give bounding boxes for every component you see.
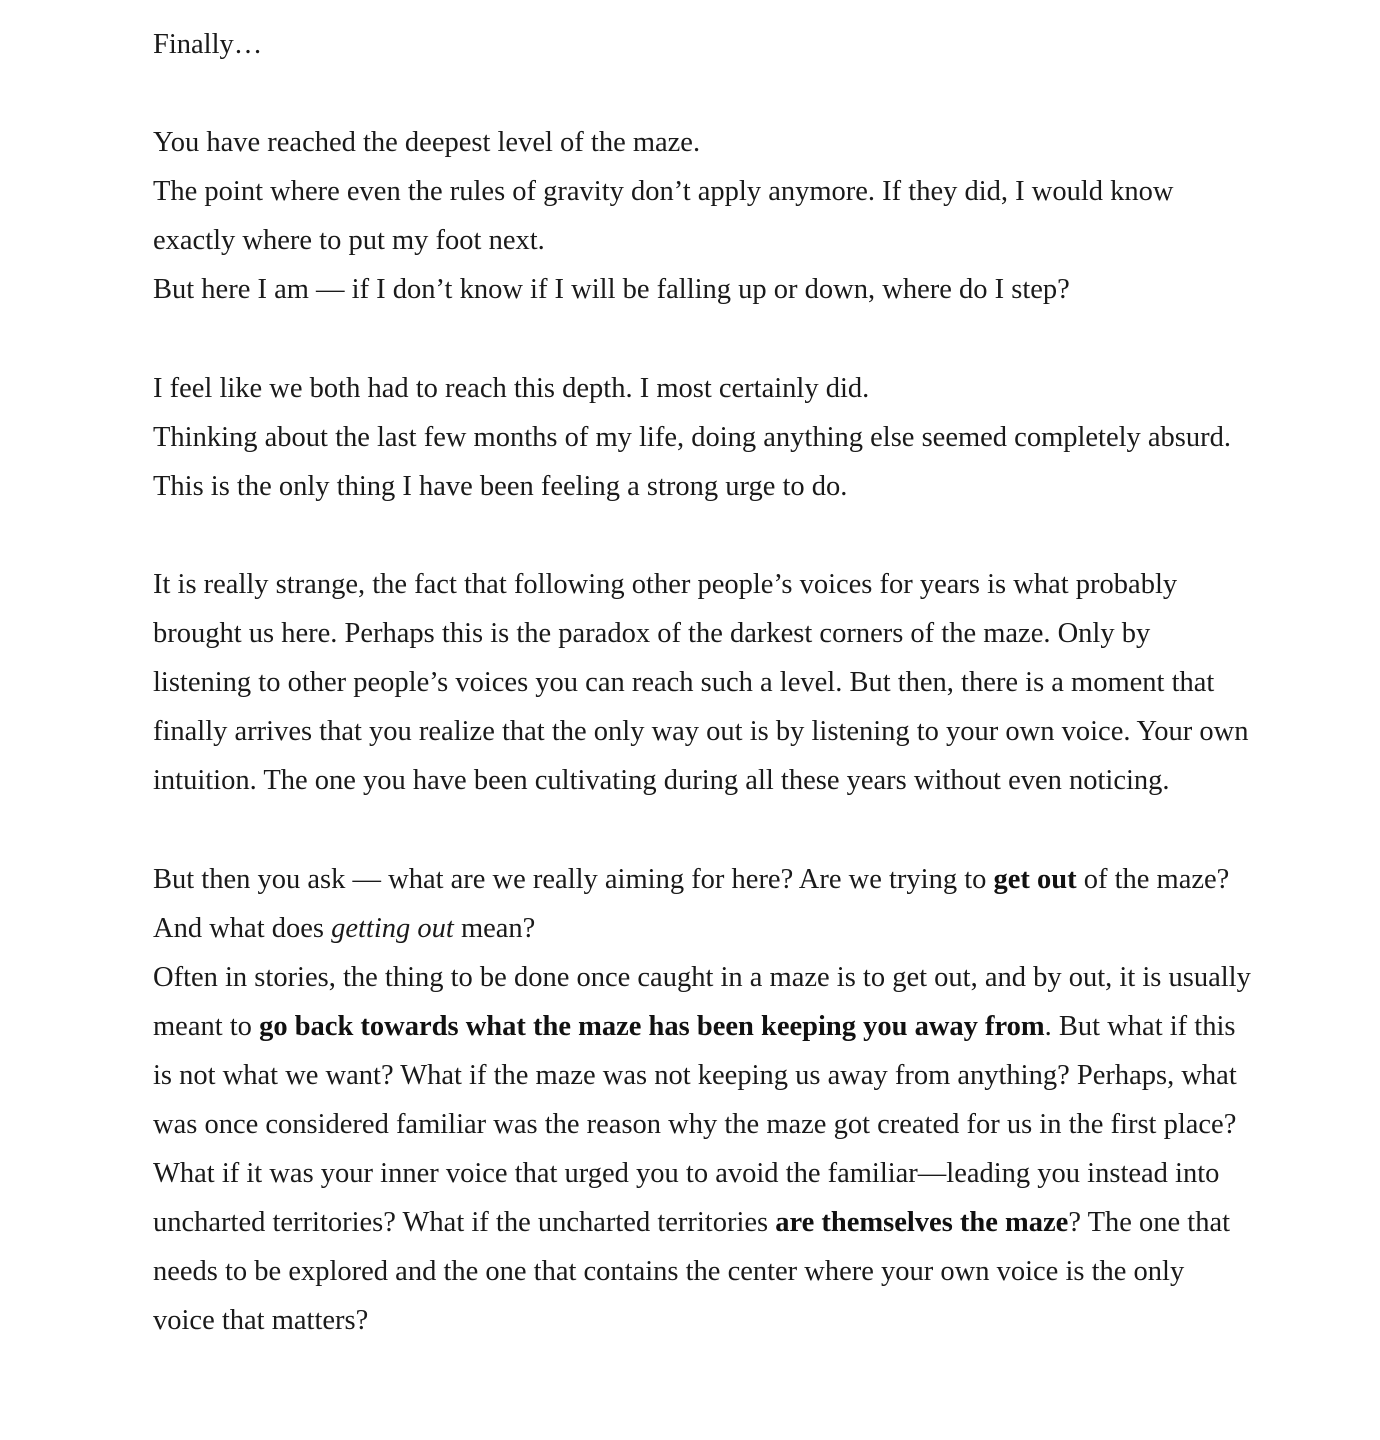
paragraph-gap — [153, 69, 1253, 118]
text-run: of the maze? And what does — [153, 863, 1230, 944]
paragraph-1-line-2: The point where even the rules of gravity don’t apply anymore. If they did, I would know exactly where to put my foot next. — [153, 176, 1174, 257]
text-run: Often in stories, the thing to be done once caught in a maze is to get out, and by out, it is usually meant to — [153, 961, 1251, 1042]
paragraph-2-line-1: I feel like we both had to reach this depth. I most certainly did. — [153, 372, 870, 404]
emphasis-themselves-the-maze: are themselves the maze — [775, 1207, 1069, 1239]
intro-line: Finally… — [153, 29, 263, 60]
text-run: ? The one that needs to be explored and the one that contains the center where your own voice is the only voice that matters? — [153, 1207, 1231, 1337]
paragraph-gap — [153, 315, 1253, 364]
paragraph-gap — [153, 511, 1253, 560]
paragraph-gap — [153, 806, 1253, 855]
emphasis-go-back: go back towards what the maze has been keeping you away from — [259, 1010, 1045, 1042]
article-body — [153, 20, 1253, 1346]
emphasis-get-out: get out — [993, 863, 1077, 895]
paragraph-4-part-1 — [153, 855, 1253, 953]
paragraph-4-part-2 — [153, 953, 1253, 1346]
emphasis-getting-out: getting out — [331, 912, 454, 944]
text-run: mean? — [453, 912, 536, 944]
text-run: But then you ask — what are we really aiming for here? Are we trying to — [153, 863, 994, 895]
paragraph-2-line-2: Thinking about the last few months of my life, doing anything else seemed completely absurd. This is the only thing I have been feeling a strong urge to do. — [153, 421, 1232, 502]
paragraph-1-line-1: You have reached the deepest level of the maze. — [153, 127, 701, 159]
text-run: . But what if this is not what we want? What if the maze was not keeping us away from anything? Perhaps, what was once considered familiar was the reason why the maze got created for us in the first place? What if it was your inner voice that urged you to avoid the familiar—leading you instead into uncharted territories? What if the uncharted territories — [153, 1010, 1237, 1239]
paragraph-3: It is really strange, the fact that following other people’s voices for years is what probably brought us here. Perhaps this is the paradox of the darkest corners of the maze. Only by listening to other people’s voices you can reach such a level. But then, there is a moment that finally arrives that you realize that the only way out is by listening to your own voice. Your own intuition. The one you have been cultivating during all these years without even noticing. — [153, 569, 1249, 797]
paragraph-1-line-3: But here I am — if I don’t know if I will be falling up or down, where do I step? — [153, 274, 1070, 306]
